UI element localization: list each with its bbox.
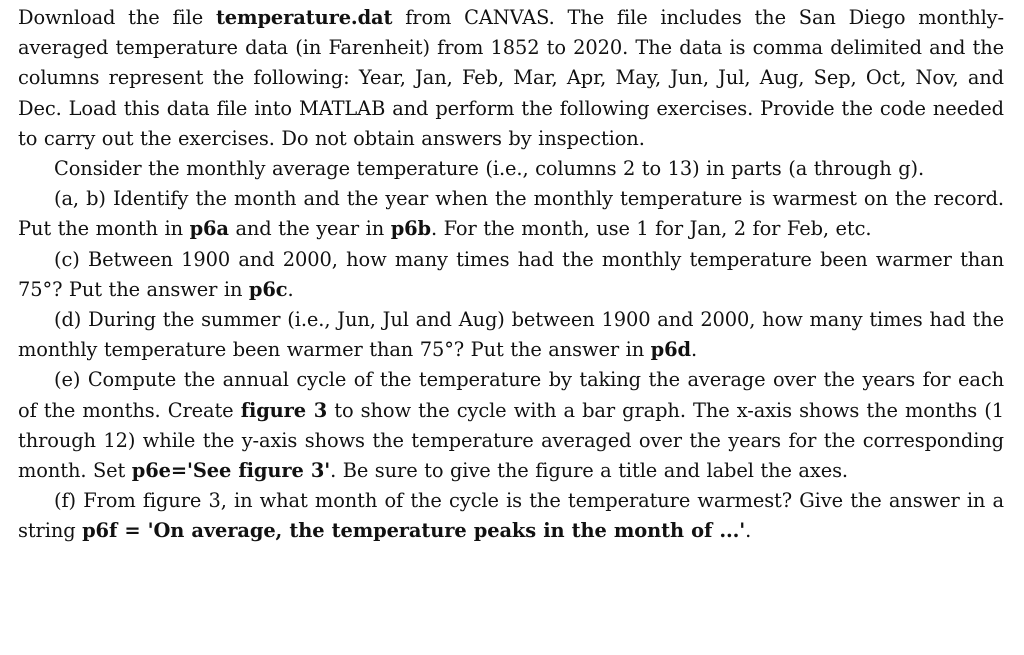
- intro-text-2: from CANVAS. The file includes the San Diego monthly-averaged temperature data (in Farenheit) from 1852 to 2020. The data is comma delimited and the columns represent the following: Year, Jan, Feb, Mar, Apr, May, Jun, Jul, Aug, Sep, Oct, Nov, and Dec. Load this data file into MATLAB and perform the following exercises. Provide the code needed to carry out the exercises. Do not obtain answers by inspection.: [18, 6, 1004, 150]
- file-name: temperature.dat: [215, 6, 393, 29]
- part-d-text-1: (d) During the summer (i.e., Jun, Jul and Aug) between 1900 and 2000, how many times had the monthly temperature been warmer than 75°? Put the answer in: [18, 308, 1004, 362]
- intro-paragraph: [18, 3, 1004, 154]
- var-p6e: p6e='See figure 3': [131, 459, 331, 483]
- var-p6b: p6b: [390, 217, 431, 241]
- var-p6a: p6a: [189, 217, 229, 241]
- part-c-text-1: (c) Between 1900 and 2000, how many times had the monthly temperature been warmer than 75°? Put the answer in: [18, 247, 1004, 301]
- figure-3-ref: figure 3: [240, 398, 328, 422]
- part-e-paragraph: [18, 365, 1004, 486]
- intro-text-1: Download the file: [18, 6, 216, 29]
- part-c-text-2: .: [287, 277, 294, 301]
- part-f-text-2: .: [745, 519, 752, 543]
- part-ab-text-2: and the year in: [228, 217, 391, 241]
- part-f-text-1: (f) From figure 3, in what month of the cycle is the temperature warmest? Give the answer in a string: [18, 489, 1004, 543]
- part-ab-text-3: . For the month, use 1 for Jan, 2 for Feb, etc.: [431, 217, 872, 241]
- part-c-paragraph: [18, 245, 1004, 305]
- var-p6d: p6d: [650, 338, 691, 362]
- var-p6c: p6c: [248, 277, 288, 301]
- consider-paragraph: Consider the monthly average temperature (i.e., columns 2 to 13) in parts (a through g).: [54, 157, 925, 181]
- var-p6f: p6f = 'On average, the temperature peaks in the month of ...': [82, 519, 746, 543]
- part-ab-paragraph: [18, 184, 1004, 244]
- part-e-text-3: . Be sure to give the figure a title and label the axes.: [330, 459, 848, 483]
- part-f-paragraph: [18, 486, 1004, 546]
- part-e-text-2: to show the cycle with a bar graph. The x-axis shows the months (1 through 12) while the y-axis shows the temperature averaged over the years for the corresponding month. Set: [18, 398, 1004, 483]
- part-d-text-2: .: [690, 338, 698, 362]
- part-ab-text-1: (a, b) Identify the month and the year when the monthly temperature is warmest on the record. Put the month in: [18, 187, 1004, 241]
- part-d-paragraph: [18, 305, 1004, 365]
- part-e-text-1: (e) Compute the annual cycle of the temperature by taking the average over the years for each of the months. Create: [18, 368, 1004, 422]
